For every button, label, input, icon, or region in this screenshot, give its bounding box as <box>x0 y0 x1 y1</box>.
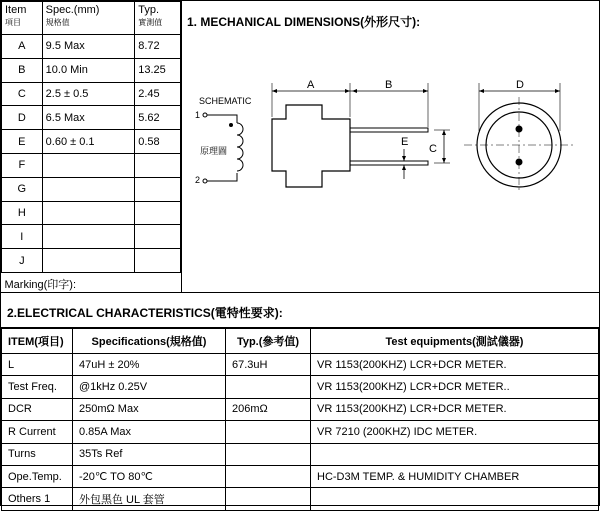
typ-value: 5.62 <box>135 106 181 130</box>
header-typ: Typ.(參考值) <box>226 329 311 354</box>
lead-top <box>350 128 428 132</box>
spec-value: 0.60 ± 0.1 <box>42 130 135 154</box>
header-item-cn: 項目 <box>5 18 21 27</box>
row-spec: 外包黑色 UL 套管 <box>73 488 226 510</box>
mechanical-title: 1. MECHANICAL DIMENSIONS(外形尺寸): <box>187 15 421 29</box>
spec-value: 10.0 Min <box>42 58 135 82</box>
header-test-equipment: Test equipments(測試儀器) <box>311 329 599 354</box>
typ-value <box>135 153 181 177</box>
table-row <box>2 376 599 398</box>
schematic-label: SCHEMATIC <box>199 96 252 106</box>
pin1-terminal <box>203 113 207 117</box>
pin-hole-top <box>516 126 523 133</box>
spec-row <box>2 106 181 130</box>
table-row <box>2 465 599 487</box>
spec-item: G <box>2 177 43 201</box>
table-row <box>2 443 599 465</box>
spec-table-header <box>2 2 181 35</box>
header-item-label: Item <box>5 4 27 16</box>
spec-value <box>42 225 135 249</box>
row-item: Test Freq. <box>2 376 73 398</box>
spec-item: H <box>2 201 43 225</box>
dim-d-label: D <box>516 79 524 91</box>
header-spec <box>42 2 135 35</box>
row-equipment: VR 7210 (200KHZ) IDC METER. <box>311 421 599 443</box>
pin-hole-bottom <box>516 159 523 166</box>
row-item: Turns <box>2 443 73 465</box>
marking-label: Marking(印字): <box>2 272 181 295</box>
electrical-table <box>1 328 599 511</box>
spec-value <box>42 201 135 225</box>
row-equipment <box>311 488 599 510</box>
header-item <box>2 2 43 35</box>
row-equipment: VR 1153(200KHZ) LCR+DCR METER. <box>311 354 599 376</box>
typ-value: 13.25 <box>135 58 181 82</box>
header-item: ITEM(項目) <box>2 329 73 354</box>
spec-item: D <box>2 106 43 130</box>
table-row <box>2 398 599 420</box>
row-spec: 47uH ± 20% <box>73 354 226 376</box>
dimension-spec-table <box>1 1 181 295</box>
pin1-label: 1 <box>195 110 201 120</box>
lead-bottom <box>350 161 428 165</box>
typ-value: 8.72 <box>135 35 181 59</box>
header-typ <box>135 2 181 35</box>
row-typ: 206mΩ <box>226 398 311 420</box>
spec-value <box>42 153 135 177</box>
schematic-cn-label: 原理圖 <box>200 146 228 156</box>
header-spec-label: Spec.(mm) <box>45 4 100 16</box>
spec-row <box>2 201 181 225</box>
spec-row <box>2 225 181 249</box>
row-equipment: VR 1153(200KHZ) LCR+DCR METER.. <box>311 376 599 398</box>
row-typ <box>226 421 311 443</box>
inductor-coil <box>237 123 243 171</box>
spec-value <box>42 249 135 273</box>
typ-value <box>135 249 181 273</box>
spec-value: 2.5 ± 0.5 <box>42 82 135 106</box>
header-typ-label: Typ. <box>138 4 160 16</box>
pin2-label: 2 <box>195 175 201 185</box>
dim-a-label: A <box>307 79 315 91</box>
bottom-view <box>464 79 574 193</box>
dim-b-label: B <box>385 79 393 91</box>
spec-row <box>2 58 181 82</box>
header-specifications: Specifications(規格值) <box>73 329 226 354</box>
row-spec: -20℃ TO 80℃ <box>73 465 226 487</box>
row-equipment <box>311 443 599 465</box>
mechanical-drawing <box>182 31 599 289</box>
row-typ <box>226 443 311 465</box>
polarity-dot <box>229 123 233 127</box>
table-row <box>2 488 599 510</box>
spec-row <box>2 35 181 59</box>
table-row <box>2 354 599 376</box>
row-equipment: VR 1153(200KHZ) LCR+DCR METER. <box>311 398 599 420</box>
row-spec: @1kHz 0.25V <box>73 376 226 398</box>
side-view <box>272 79 450 187</box>
typ-value <box>135 225 181 249</box>
inductor-body <box>272 105 350 187</box>
typ-value <box>135 201 181 225</box>
electrical-header-row <box>2 329 599 354</box>
typ-value <box>135 177 181 201</box>
schematic <box>195 96 252 185</box>
spec-row <box>2 177 181 201</box>
typ-value: 0.58 <box>135 130 181 154</box>
row-item: L <box>2 354 73 376</box>
spec-item: I <box>2 225 43 249</box>
row-spec: 35Ts Ref <box>73 443 226 465</box>
spec-item: A <box>2 35 43 59</box>
spec-value: 9.5 Max <box>42 35 135 59</box>
row-spec: 0.85A Max <box>73 421 226 443</box>
row-item: DCR <box>2 398 73 420</box>
spec-row <box>2 153 181 177</box>
spec-row <box>2 130 181 154</box>
dim-e-label: E <box>401 136 409 148</box>
spec-item: J <box>2 249 43 273</box>
spec-value: 6.5 Max <box>42 106 135 130</box>
spec-item: F <box>2 153 43 177</box>
pin2-terminal <box>203 179 207 183</box>
typ-value: 2.45 <box>135 82 181 106</box>
row-item: Others 1 <box>2 488 73 510</box>
spec-row <box>2 249 181 273</box>
spec-item: C <box>2 82 43 106</box>
electrical-title: 2.ELECTRICAL CHARACTERISTICS(電特性要求): <box>7 306 283 320</box>
electrical-title-bar <box>1 292 599 328</box>
header-typ-cn: 實測值 <box>138 18 163 27</box>
row-spec: 250mΩ Max <box>73 398 226 420</box>
header-spec-cn: 規格值 <box>45 18 70 27</box>
row-typ <box>226 488 311 510</box>
table-row <box>2 421 599 443</box>
dim-e-arrows <box>402 156 406 170</box>
row-item: R Current <box>2 421 73 443</box>
spec-value <box>42 177 135 201</box>
spec-item: E <box>2 130 43 154</box>
row-typ <box>226 465 311 487</box>
row-equipment: HC-D3M TEMP. & HUMIDITY CHAMBER <box>311 465 599 487</box>
row-typ <box>226 376 311 398</box>
dim-c-label: C <box>429 143 437 155</box>
spec-row <box>2 82 181 106</box>
row-item: Ope.Temp. <box>2 465 73 487</box>
row-typ: 67.3uH <box>226 354 311 376</box>
spec-item: B <box>2 58 43 82</box>
